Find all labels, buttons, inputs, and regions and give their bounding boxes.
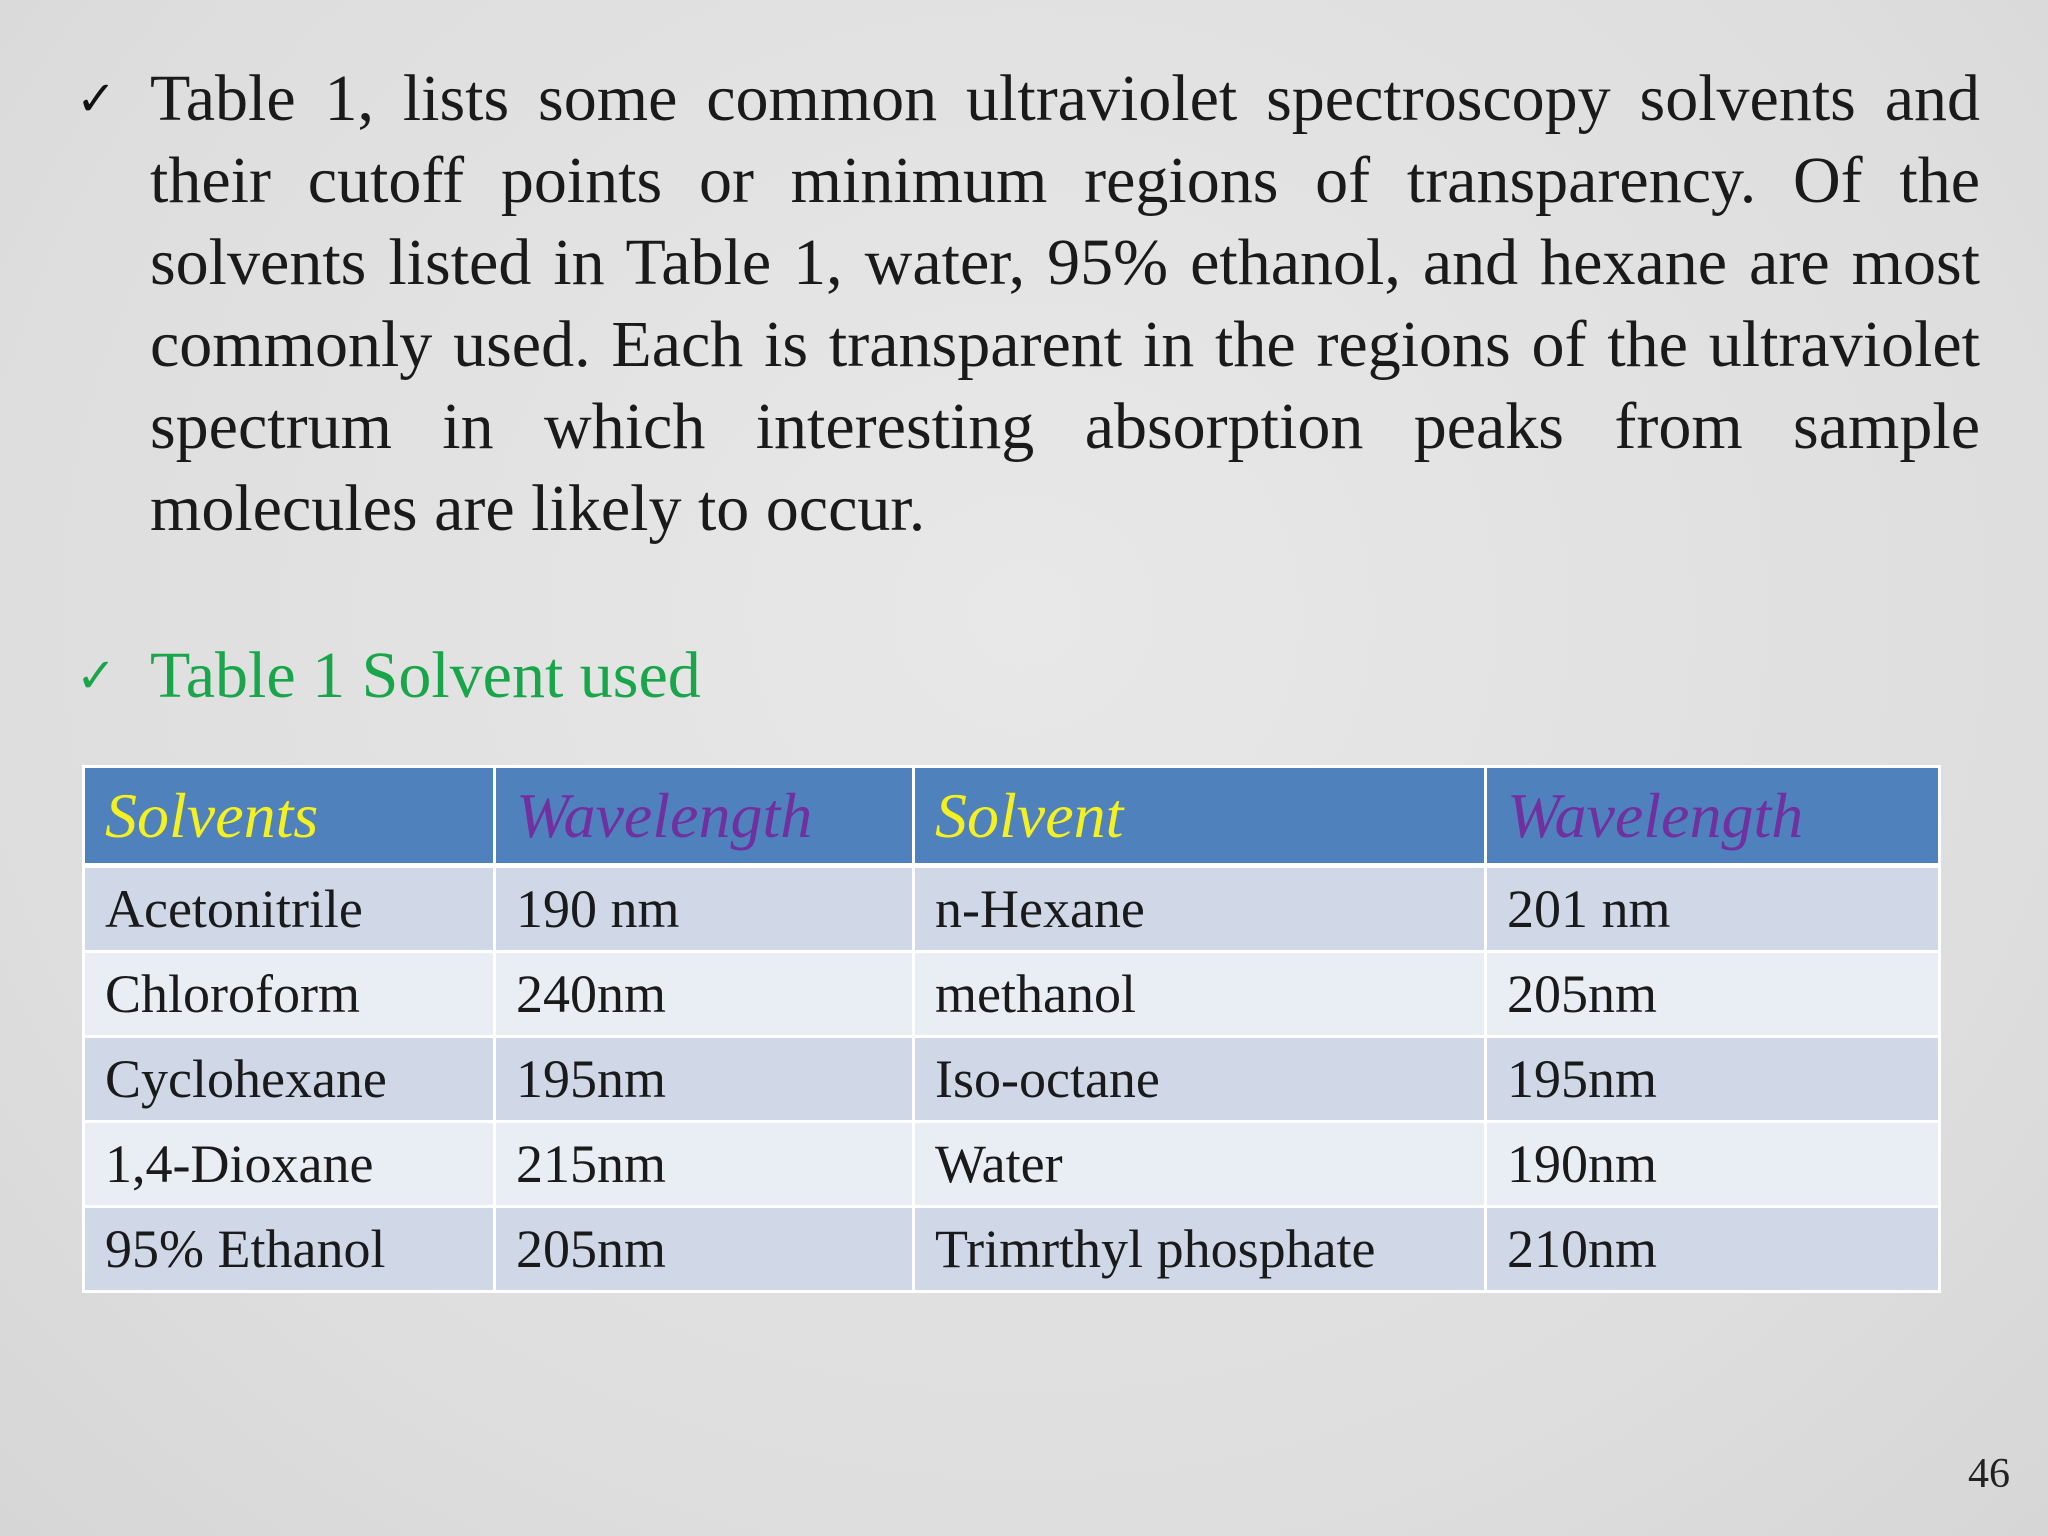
table-cell: 190nm — [1486, 1122, 1940, 1207]
table-row — [84, 1122, 1940, 1207]
table-cell: 190 nm — [495, 866, 914, 952]
table-cell: 205nm — [495, 1207, 914, 1292]
table-cell: 210nm — [1486, 1207, 1940, 1292]
header-wavelength-2: Wavelength — [1486, 767, 1940, 866]
table-cell: 240nm — [495, 952, 914, 1037]
table-cell: Iso-octane — [914, 1037, 1486, 1122]
table-row — [84, 1207, 1940, 1292]
header-wavelength: Wavelength — [495, 767, 914, 866]
table-row — [84, 952, 1940, 1037]
table-cell: Trimrthyl phosphate — [914, 1207, 1486, 1292]
table-cell: 205nm — [1486, 952, 1940, 1037]
intro-paragraph: Table 1, lists some common ultraviolet spectroscopy solvents and their cutoff points or minimum regions of transparency. Of the solvents listed in Table 1, water, 95% ethanol, and hexane are most commonly used. Each is transparent in the regions of the ultraviolet spectrum in which interesting absorption peaks from sample molecules are likely to occur. — [150, 62, 1980, 545]
table-cell: Water — [914, 1122, 1486, 1207]
table-row — [84, 866, 1940, 952]
table-heading: Table 1 Solvent used — [150, 639, 701, 712]
table-cell: 195nm — [1486, 1037, 1940, 1122]
table-cell: 95% Ethanol — [84, 1207, 495, 1292]
table-row — [84, 1037, 1940, 1122]
page-number: 46 — [1968, 1451, 2010, 1497]
table-cell: 201 nm — [1486, 866, 1940, 952]
header-solvents: Solvents — [84, 767, 495, 866]
checkmark-icon: ✓ — [76, 71, 117, 127]
checkmark-icon: ✓ — [76, 648, 117, 704]
table-cell: Chloroform — [84, 952, 495, 1037]
header-solvent: Solvent — [914, 767, 1486, 866]
table-header-row — [84, 767, 1940, 866]
table-cell: 215nm — [495, 1122, 914, 1207]
table-cell: Cyclohexane — [84, 1037, 495, 1122]
table-cell: 1,4-Dioxane — [84, 1122, 495, 1207]
intro-bullet — [76, 58, 1980, 550]
table-cell: n-Hexane — [914, 866, 1486, 952]
solvents-table — [82, 765, 1941, 1293]
table-heading-bullet — [76, 630, 701, 722]
table-cell: 195nm — [495, 1037, 914, 1122]
table-cell: methanol — [914, 952, 1486, 1037]
table-cell: Acetonitrile — [84, 866, 495, 952]
